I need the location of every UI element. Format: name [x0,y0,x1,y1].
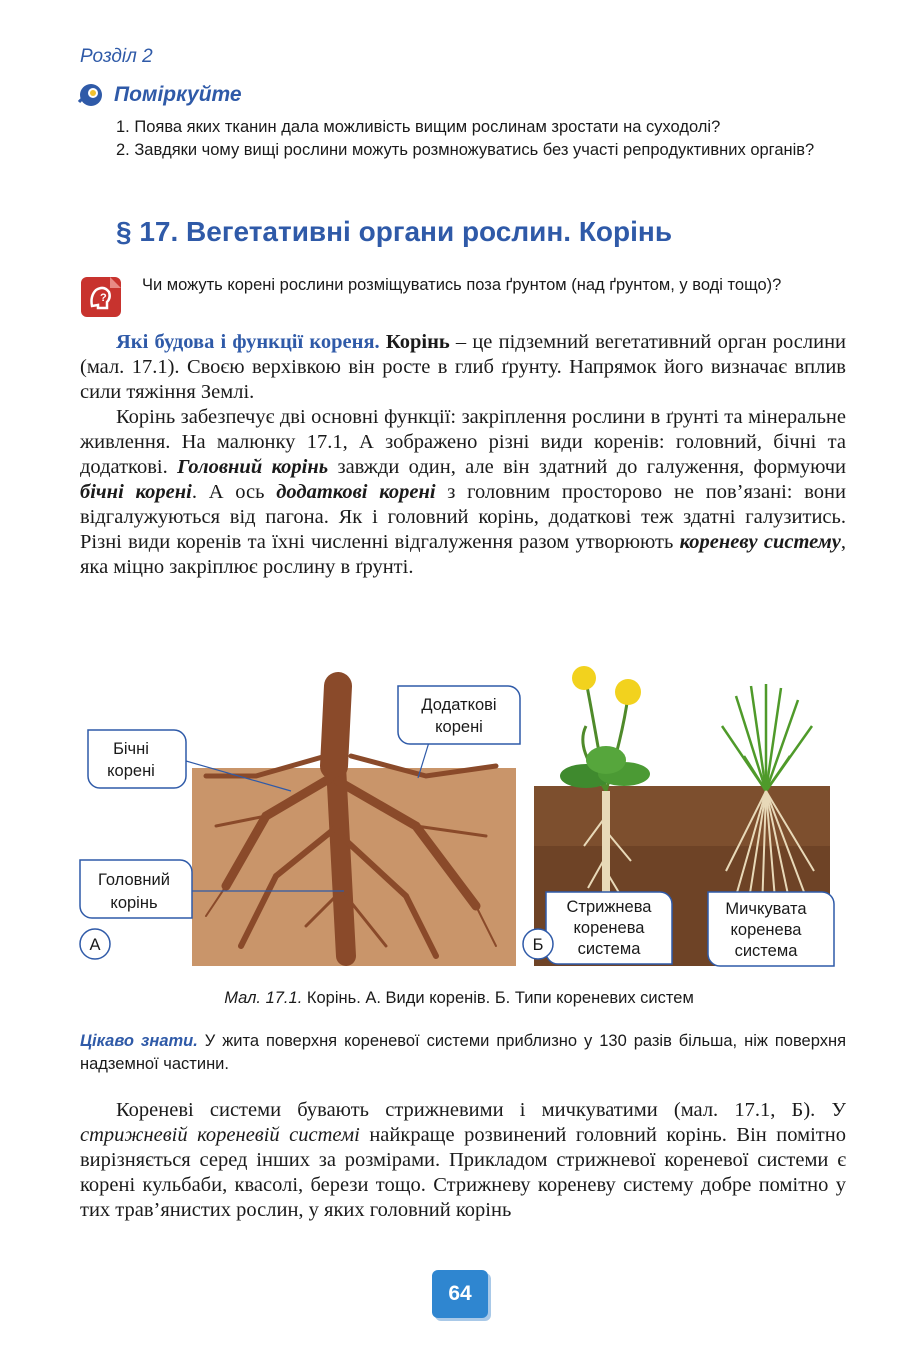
intro-question: Чи можуть корені рослини розміщуватись поза ґрунтом (над ґрунтом, у воді тощо)? [142,276,782,294]
term-adventitious-roots: додаткові корені [276,481,436,503]
section-label: Розділ 2 [80,46,153,67]
lateral-label-line1: Бічні [113,740,149,758]
bulb-head-icon [76,82,104,108]
paragraph-3 [80,1098,846,1223]
term-root: Корінь [385,331,450,353]
p2-b: завжди один, але він здатний до галуження, формуючи [328,456,846,478]
think-questions [80,116,846,162]
page-number: 64 [432,1270,488,1318]
adventitious-label-line2: корені [435,718,483,736]
figure-caption [0,989,918,1008]
part-a-marker [80,929,110,959]
taproot-label-line3: система [577,940,641,958]
p2-d: з головним просторово не пов’язані: вони відгалужуються від пагона. Як і головний корінь, додаткові теж здатні галузитись. Різні види коренів та їхні численні відгалуження разом утворюють [80,481,846,553]
fibrous-label-line3: система [734,942,798,960]
think-heading [76,82,242,108]
figure-roots [76,656,846,970]
part-b-marker [523,929,553,959]
part-a-label: А [89,936,101,954]
fibrous-label-line1: Мичкувата [725,900,807,918]
part-b-label: Б [532,936,544,954]
question-1: 1. Поява яких тканин дала можливість вищим рослинам зростати на суходолі? [116,118,721,136]
p2-e: , яка міцно закріплює рослину в ґрунті. [80,531,847,578]
p2-a: Корінь забезпечує дві основні функції: закріплення рослини в ґрунті та мінеральне живлення. На малюнку 17.1, А зображено різні види коренів: головний, бічні та додаткові. [80,406,846,478]
interesting-fact [80,1030,846,1076]
question-2: 2. Завдяки чому вищі рослини можуть розмножуватись без участі репродуктивних органів? [116,141,815,159]
adventitious-label-line1: Додаткові [421,696,497,714]
paragraph-1 [80,330,846,405]
svg-text:?: ? [100,292,107,304]
paragraph-1-text: – це підземний вегетативний орган рослини (мал. 17.1). Своєю верхівкою він росте в глиб ґрунту. Напрямок його визначає вплив сили тяжіння Землі. [80,331,847,403]
term-root-system: кореневу систему [679,531,841,553]
paragraph-title: § 17. Вегетативні органи рослин. Корінь [116,216,673,247]
paragraph-2 [80,405,846,580]
label-taproot-system [546,892,672,964]
p2-c: . А ось [191,481,277,503]
caption-text: Корінь. А. Види коренів. Б. Типи кореневих систем [302,989,694,1007]
label-fibrous-system [708,892,834,966]
subheading: Які будова і функції кореня. [116,331,380,353]
fibrous-label-line2: коренева [730,921,802,939]
body-text-1 [80,330,846,580]
think-title: Поміркуйте [114,83,242,106]
taproot-label-line1: Стрижнева [566,898,652,916]
p3-b: найкраще розвинений головний корінь. Він помітно вирізняється серед інших за розмірами. Прикладом стрижневої кореневої системи є корені кульбаби, квасолі, берези тощо. Стрижневу кореневу систему добре помітно у тих трав’янистих рослин, у яких головний корінь [80,1124,846,1221]
term-taproot-system: стрижневій кореневій системі [80,1124,360,1146]
fact-text: У жита поверхня кореневої системи приблизно у 130 разів більша, ніж поверхня надземної частини. [80,1032,847,1073]
question-head-icon [80,276,122,318]
body-text-2 [80,1098,846,1223]
label-lateral-roots [88,730,186,788]
fact-lead: Цікаво знати. [80,1032,198,1050]
grass-plant [722,684,812,791]
label-adventitious-roots [398,686,520,744]
main-label-line2: корінь [110,894,158,912]
main-label-line1: Головний [98,871,170,889]
term-main-root: Головний корінь [177,456,329,478]
lateral-label-line2: корені [107,762,155,780]
taproot-label-line2: коренева [573,919,645,937]
caption-number: Мал. 17.1. [224,989,303,1007]
p3-a: Кореневі системи бувають стрижневими і мичкуватими (мал. 17.1, Б). У [116,1099,846,1121]
term-lateral-roots: бічні корені [80,481,192,503]
label-main-root [80,860,192,918]
